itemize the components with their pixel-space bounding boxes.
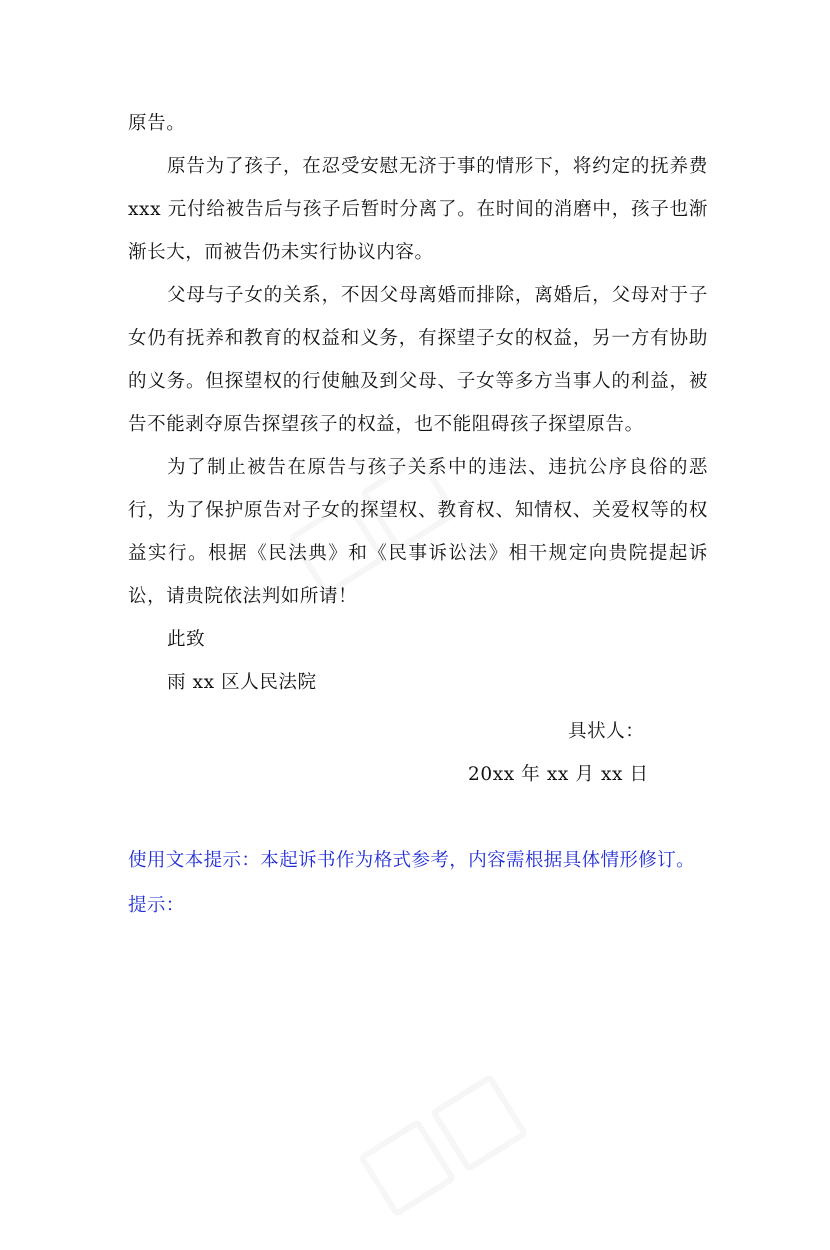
usage-tip: 使用文本提示：本起诉书作为格式参考，内容需根据具体情形修订。 xyxy=(128,850,696,871)
signer-label: 具状人： xyxy=(568,721,645,742)
watermark-mark-right-bottom xyxy=(430,1073,529,1172)
closing-salutation: 此致 xyxy=(167,629,206,650)
paragraph-3: 为了制止被告在原告与孩子关系中的违法、违抗公序良俗的恶行，为了保护原告对子女的探望权、教育权、知情权、关爱权等的权益实行。根据《民法典》和《民事诉讼法》相干规定向贵院提起诉讼，请贵院依法判如所请！ xyxy=(128,457,708,607)
watermark-mark-left-bottom xyxy=(358,1118,457,1217)
paragraph-2: 父母与子女的关系，不因父母离婚而排除，离婚后，父母对于子女仍有抚养和教育的权益和义务，有探望子女的权益，另一方有协助的义务。但探望权的行使触及到父母、子女等多方当事人的利益，被告不能剥夺原告探望孩子的权益，也不能阻碍孩子探望原告。 xyxy=(128,285,708,435)
complaint-body xyxy=(128,102,708,704)
tip-label: 提示： xyxy=(128,895,185,916)
watermark-logo-bottom xyxy=(358,1040,603,1250)
line-top: 原告。 xyxy=(128,113,186,134)
paragraph-1: 原告为了孩子，在忍受安慰无济于事的情形下，将约定的抚养费 xxx 元付给被告后与孩子后暂时分离了。在时间的消磨中，孩子也渐渐长大，而被告仍未实行协议内容。 xyxy=(128,156,708,263)
court-name: 雨 xx 区人民法院 xyxy=(167,672,317,693)
filing-date: 20xx 年 xx 月 xx 日 xyxy=(468,764,649,785)
